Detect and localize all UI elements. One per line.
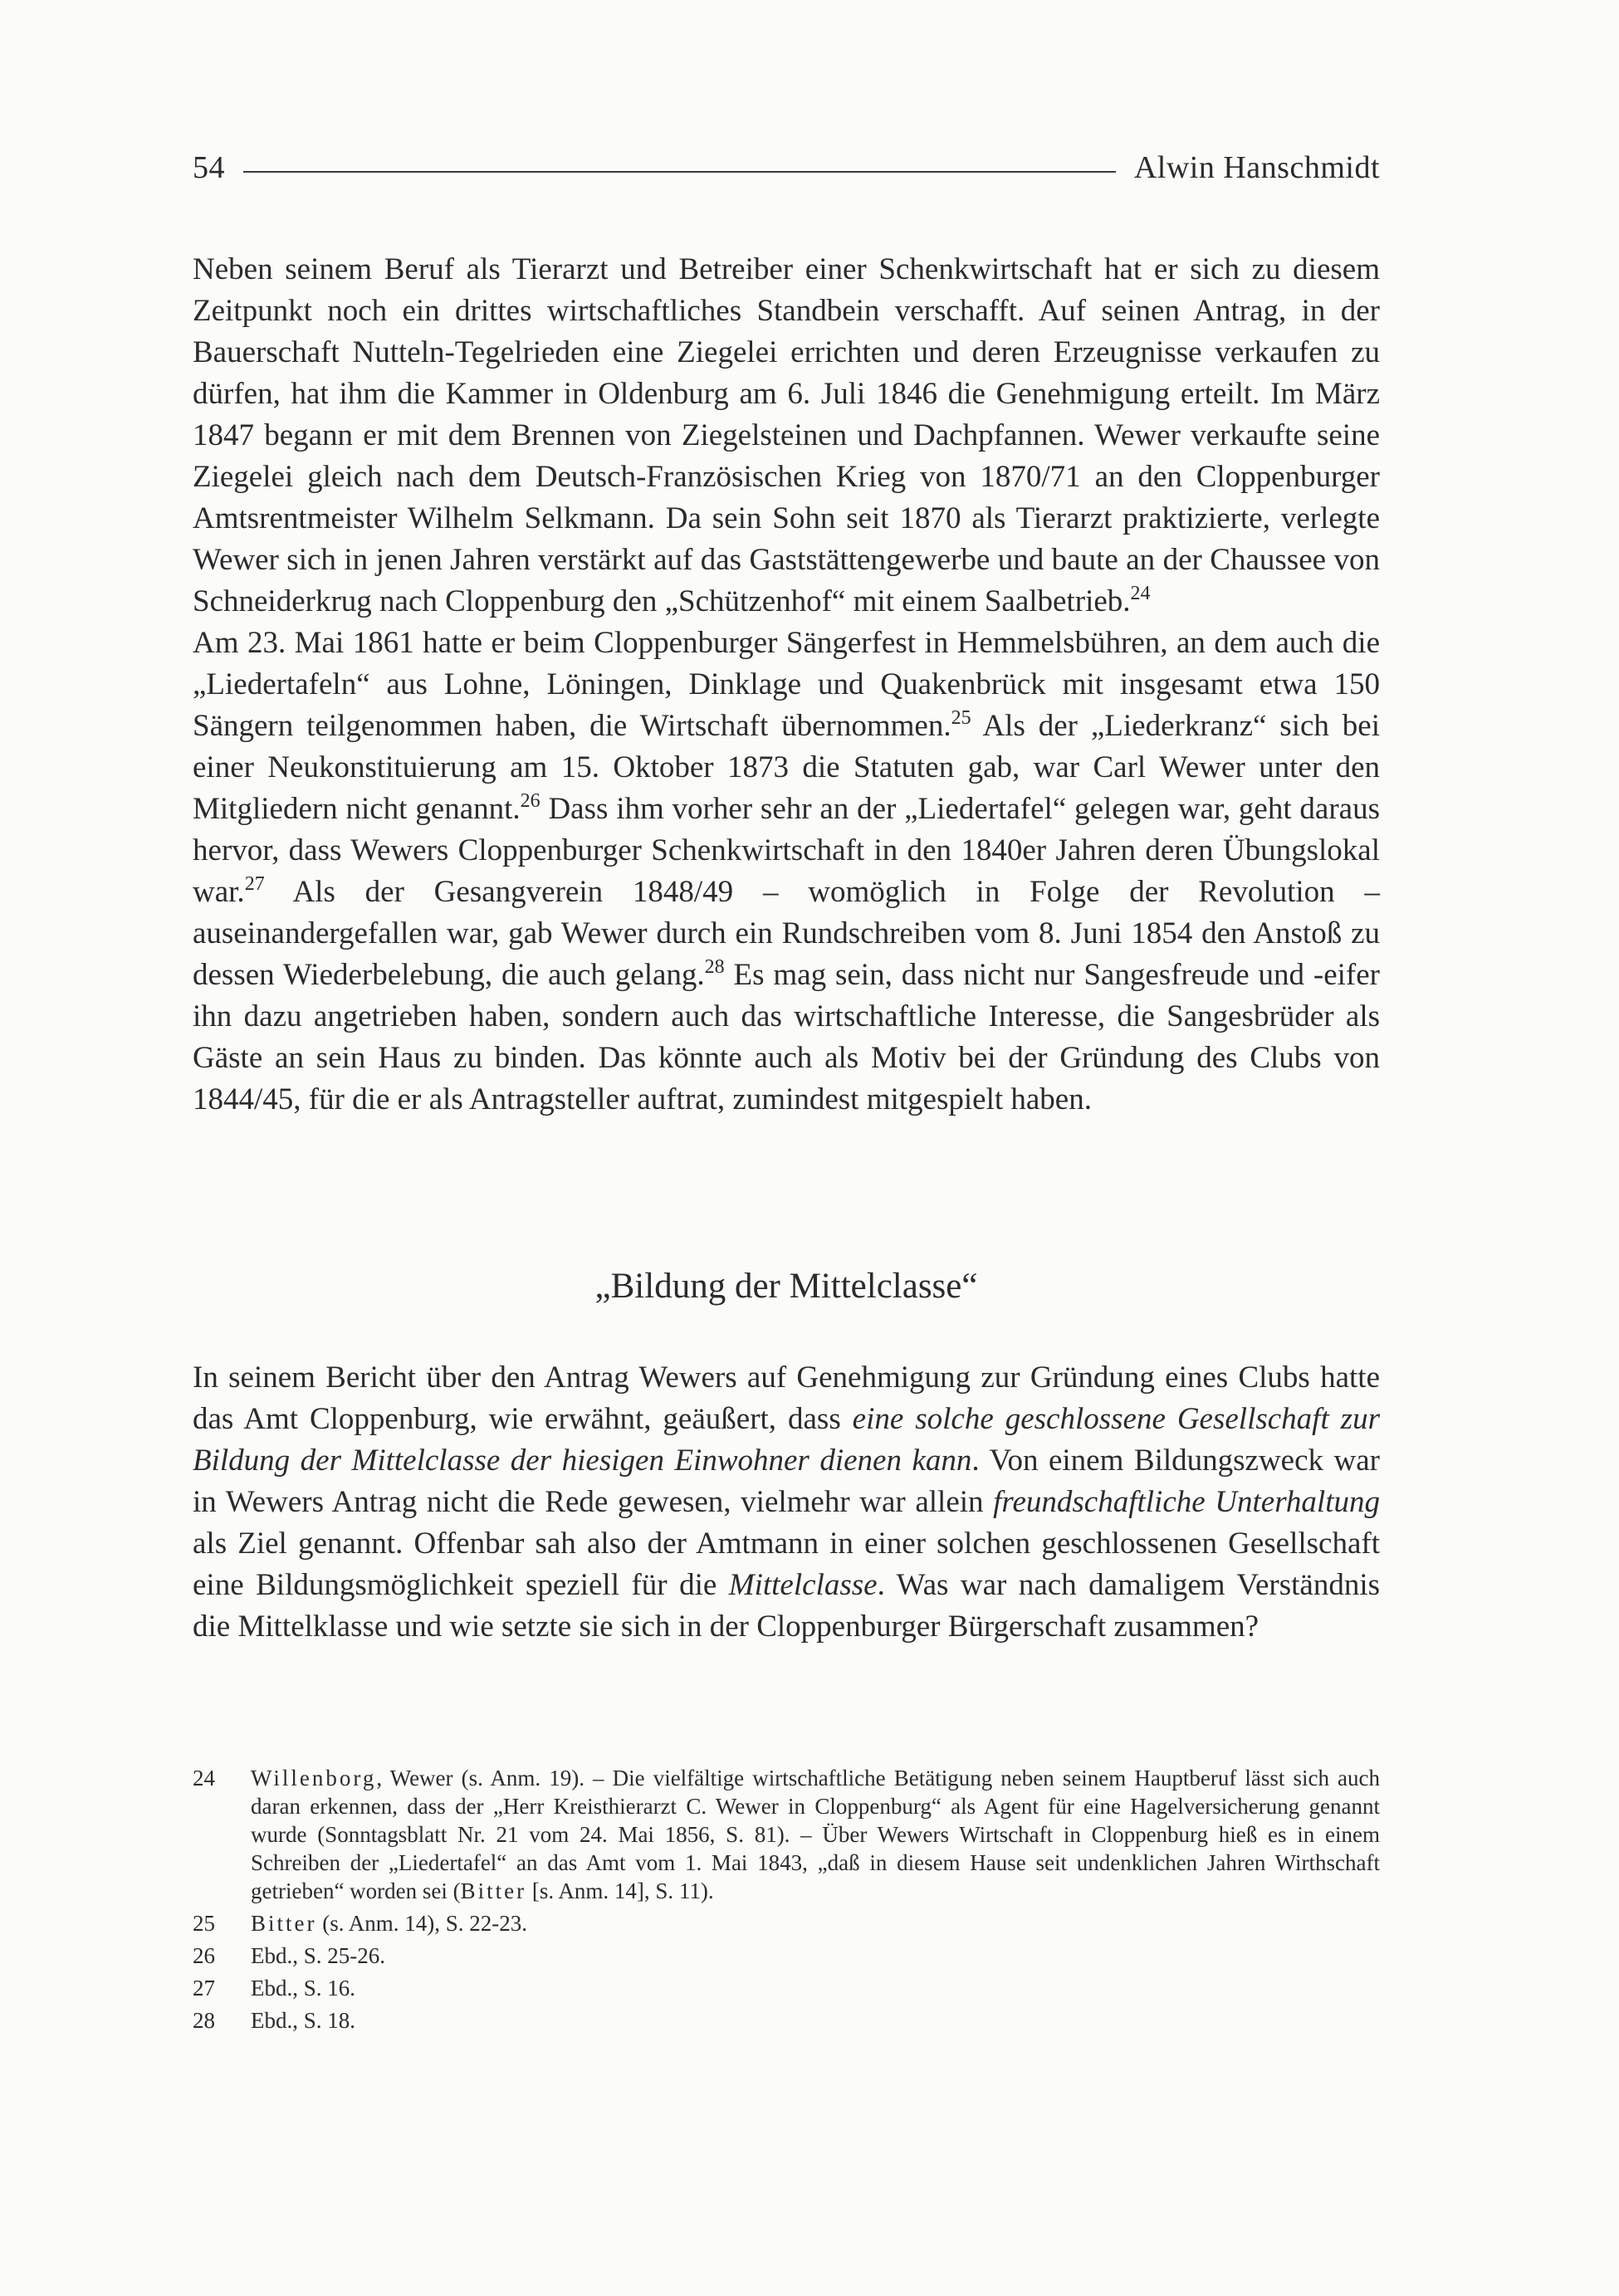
footnote-text: Willenborg, Wewer (s. Anm. 19). – Die vielfältige wirtschaftliche Betätigung neben seinem Hauptberuf lässt sich auch daran erkennen, dass der „Herr Kreisthierarzt C. Wewer in Cloppenburg“ als Agent für eine Hagelversicherung genannt wurde (Sonntagsblatt Nr. 21 vom 24. Mai 1856, S. 81). – Über Wewers Wirtschaft in Cloppenburg hieß es in einem Schreiben der „Liedertafel“ an das Amt vom 1. Mai 1843, „daß in diesem Hause seit undenklichen Jahren Wirthschaft getrieben“ worden sei (Bitter [s. Anm. 14], S. 11). xyxy=(251,1766,1380,1903)
paragraph-3: In seinem Bericht über den Antrag Wewers auf Genehmigung zur Gründung eines Clubs hatte das Amt Cloppenburg, wie erwähnt, geäußert, dass eine solche geschlossene Gesellschaft zur Bildung der Mittelclasse der hiesigen Einwohner dienen kann. Von einem Bildungszweck war in Wewers Antrag nicht die Rede gewesen, vielmehr war allein freundschaftliche Unterhaltung als Ziel genannt. Offenbar sah also der Amtmann in einer solchen geschlossenen Gesellschaft eine Bildungsmöglichkeit speziell für die Mittelclasse. Was war nach damaligem Verständnis die Mittelklasse und wie setzte sie sich in der Cloppenburger Bürgerschaft zusammen? xyxy=(193,1361,1380,1644)
page-number: 54 xyxy=(193,150,225,185)
footnote-number: 28 xyxy=(193,2008,215,2033)
footnote-ref-24[interactable]: 24 xyxy=(1130,583,1151,604)
footnote-ref-26[interactable]: 26 xyxy=(520,790,540,812)
footnote-24 xyxy=(193,1764,1380,1905)
footnote-text: Ebd., S. 25-26. xyxy=(251,1943,385,1968)
quote-italic: Mittelclasse xyxy=(728,1568,878,1602)
footnote-number: 25 xyxy=(193,1911,215,1936)
section-heading: „Bildung der Mittelclasse“ xyxy=(594,1267,978,1306)
footnote-number: 27 xyxy=(193,1976,215,2000)
running-header xyxy=(193,143,1380,193)
footnote-ref-28[interactable]: 28 xyxy=(704,956,725,978)
footnotes xyxy=(193,1764,1380,2039)
footnote-28 xyxy=(193,2006,1380,2035)
footnote-27 xyxy=(193,1974,1380,2002)
paragraph-1: Neben seinem Beruf als Tierarzt und Betreiber einer Schenkwirtschaft hat er sich zu diesem Zeitpunkt noch ein drittes wirtschaftliches Standbein verschafft. Auf seinen Antrag, in der Bauerschaft Nutteln-Tegelrieden eine Ziegelei errichten und deren Erzeugnisse verkaufen zu dürfen, hat ihm die Kammer in Oldenburg am 6. Juli 1846 die Genehmigung erteilt. Im März 1847 begann er mit dem Brennen von Ziegelsteinen und Dachpfannen. Wewer verkaufte seine Ziegelei gleich nach dem Deutsch-Französischen Krieg von 1870/71 an den Cloppenburger Amtsrentmeister Wilhelm Selkmann. Da sein Sohn seit 1870 als Tierarzt praktizierte, verlegte Wewer sich in jenen Jahren verstärkt auf das Gaststättengewerbe und baute an der Chaussee von Schneiderkrug nach Cloppenburg den „Schützenhof“ mit einem Saalbetrieb.$^{24}$ xyxy=(193,252,1380,618)
running-head-author: Alwin Hanschmidt xyxy=(1133,150,1380,185)
footnote-text: Ebd., S. 18. xyxy=(251,2008,356,2033)
footnote-25 xyxy=(193,1909,1380,1937)
footnote-ref-25[interactable]: 25 xyxy=(951,707,971,729)
footnote-26 xyxy=(193,1942,1380,1970)
section-text xyxy=(193,1357,1380,1648)
header-rule xyxy=(243,171,1116,173)
quote-italic: freundschaftliche Unterhaltung xyxy=(993,1485,1380,1519)
paragraph-2: Am 23. Mai 1861 hatte er beim Cloppenburger Sängerfest in Hemmelsbühren, an dem auch die „Liedertafeln“ aus Lohne, Löningen, Dinklage und Quakenbrück mit insgesamt etwa 150 Sängern teilgenommen haben, die Wirtschaft übernommen.$^{25}$ Als der „Liederkranz“ sich bei einer Neukonstituierung am 15. Oktober 1873 die Statuten gab, war Carl Wewer unter den Mitgliedern nicht genannt.$^{26}$ Dass ihm vorher sehr an der „Liedertafel“ gelegen war, geht daraus hervor, dass Wewers Cloppenburger Schenkwirtschaft in den 1840er Jahren deren Übungslokal war.$^{27}$ Als der Gesangverein 1848/49 – womöglich in Folge der Revolution – auseinandergefallen war, gab Wewer durch ein Rundschreiben vom 8. Juni 1854 den Anstoß zu dessen Wiederbelebung, die auch gelang.$^{28}$ Es mag sein, dass nicht nur Sangesfreude und -eifer ihn dazu angetrieben haben, sondern auch das wirtschaftliche Interesse, die Sangesbrüder als Gäste an sein Haus zu binden. Das könnte auch als Motiv bei der Gründung des Clubs von 1844/45, für die er als Antragsteller auftrat, zumindest mitgespielt haben. xyxy=(193,626,1380,1116)
footnote-ref-27[interactable]: 27 xyxy=(244,873,265,895)
footnote-number: 26 xyxy=(193,1943,215,1968)
quote-italic: eine solche geschlossene Gesellschaft zur Bildung der Mittelclasse der hiesigen Einwohner dienen kann xyxy=(193,1402,1380,1478)
footnote-text: Ebd., S. 16. xyxy=(251,1976,356,2000)
main-text xyxy=(193,249,1380,1121)
footnote-text: Bitter (s. Anm. 14), S. 22-23. xyxy=(251,1911,528,1936)
footnote-number: 24 xyxy=(193,1766,215,1790)
